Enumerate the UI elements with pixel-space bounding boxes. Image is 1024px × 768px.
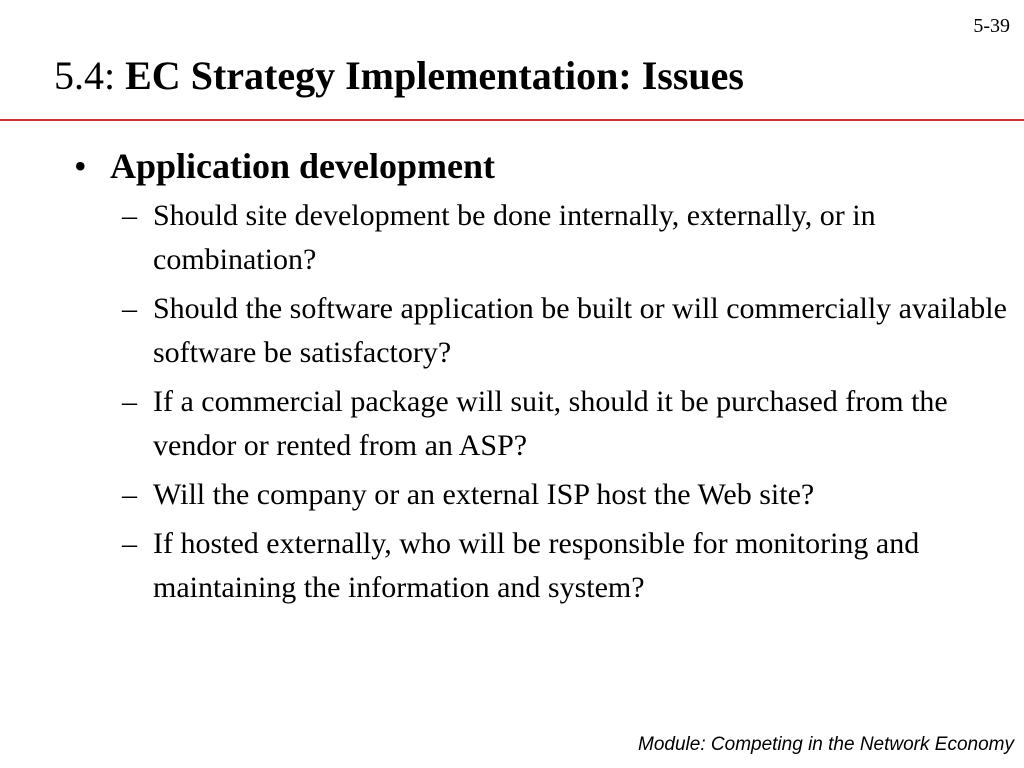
title-divider [0, 119, 1024, 121]
sub-bullet [0, 473, 1024, 517]
slide-number: 5-39 [973, 15, 1010, 37]
dash-icon: – [122, 527, 137, 560]
sub-bullet [0, 194, 1024, 282]
bullet-dot-icon: • [74, 146, 87, 186]
dash-icon: – [122, 478, 137, 511]
sub-bullet-text: Should the software application be built or will commercially available software be satisfactory? [153, 292, 1007, 369]
sub-bullet-text: If hosted externally, who will be responsible for monitoring and maintaining the information and system? [153, 527, 920, 604]
sub-bullet [0, 522, 1024, 610]
sub-bullet [0, 380, 1024, 468]
bullet-list [0, 140, 1024, 615]
sub-bullet-text: If a commercial package will suit, should it be purchased from the vendor or rented from an ASP? [153, 385, 948, 462]
sub-bullet-text: Should site development be done internally, externally, or in combination? [153, 199, 876, 276]
dash-icon: – [122, 385, 137, 418]
sub-bullet-text: Will the company or an external ISP host the Web site? [153, 478, 815, 511]
title-prefix: 5.4: [54, 53, 126, 98]
dash-icon: – [122, 292, 137, 325]
title-text: EC Strategy Implementation: Issues [125, 53, 744, 98]
main-bullet-label: Application development [110, 146, 496, 186]
dash-icon: – [122, 199, 137, 232]
sub-bullet [0, 287, 1024, 375]
main-bullet [0, 140, 1024, 192]
slide-title [54, 52, 984, 100]
footer-module-label: Module: Competing in the Network Economy [638, 734, 1014, 755]
